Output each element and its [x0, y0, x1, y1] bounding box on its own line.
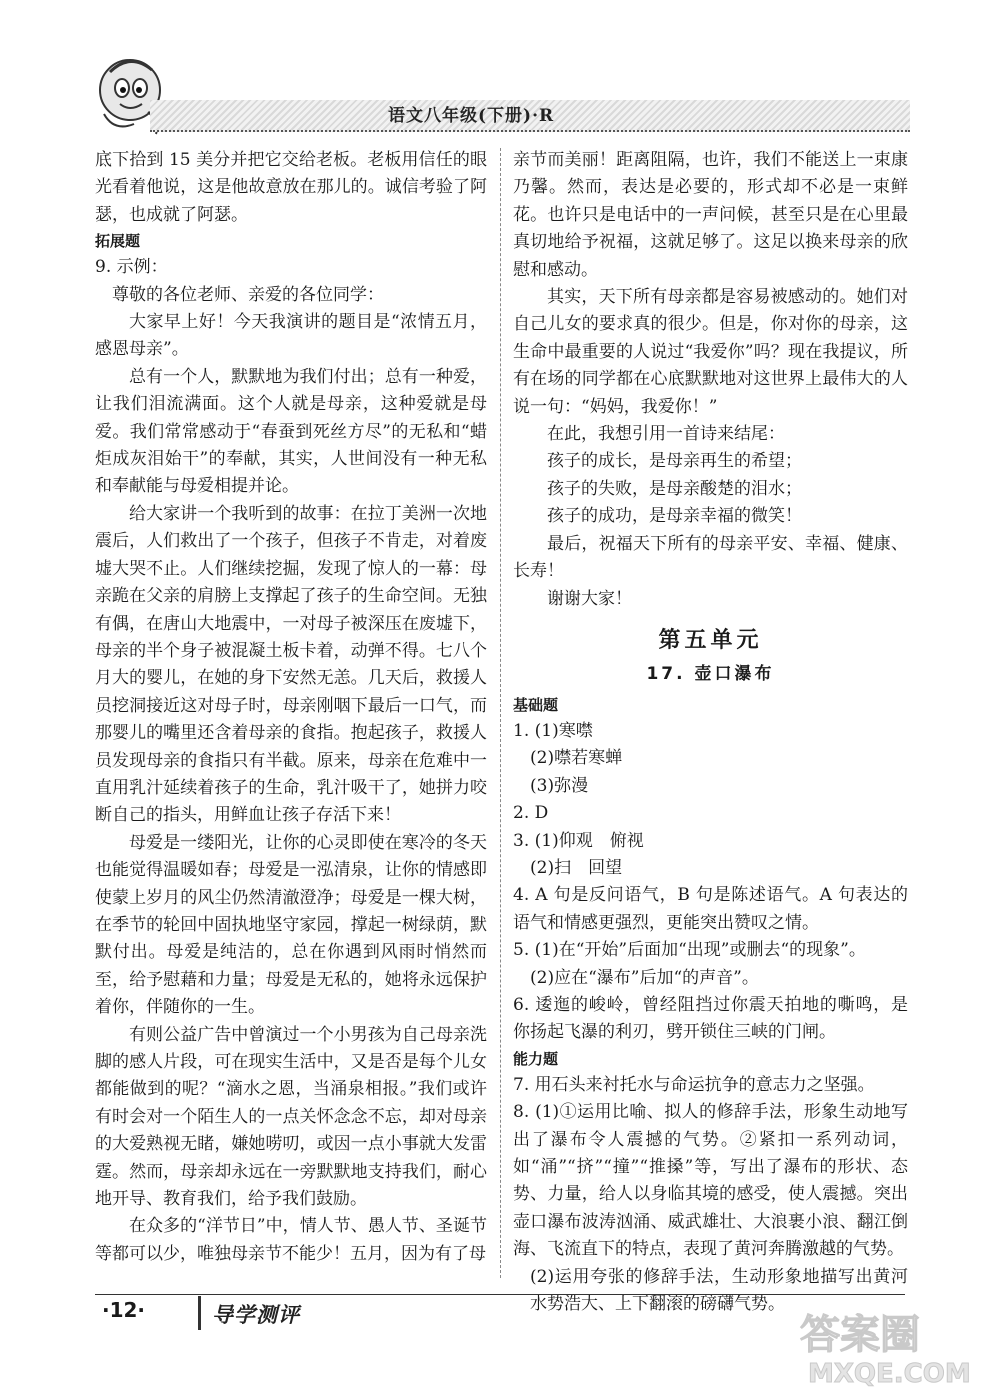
right-column — [513, 147, 908, 1318]
section-heading: 基础题 — [513, 695, 559, 714]
page-number: ·12· — [102, 1298, 146, 1322]
paragraph: 谢谢大家！ — [547, 588, 632, 609]
paragraph: (2)噤若寒蝉 — [530, 748, 623, 769]
paragraph: 8. (1)①运用比喻、拟人的修辞手法，形象生动地写出了瀑布令人震撼的气势。②紧扣一系列动词，如“涌”“挤”“撞”“推搡”等，写出了瀑布的形状、态势、力量，给人以身临其境的感受，使人震撼。突出壶口瀑布波涛汹涌、威武雄壮、大浪裹小浪、翻江倒海、飞流直下的特点，表现了黄河奔腾激越的气势。 — [513, 1102, 908, 1260]
paragraph: 孩子的成功，是母亲幸福的微笑！ — [547, 506, 802, 527]
section-heading: 能力题 — [513, 1049, 559, 1068]
paragraph: (3)弥漫 — [530, 775, 589, 796]
svg-text:MXQE.COM: MXQE.COM — [808, 1359, 971, 1388]
paragraph: 总有一个人，默默地为我们付出；总有一种爱，让我们泪流满面。这个人就是母亲，这种爱就是母爱。我们常常感动于“春蚕到死丝方尽”的无私和“蜡炬成灰泪始干”的奉献，其实，人世间没有一种无私和奉献能与母爱相提并论。 — [95, 366, 487, 497]
paragraph: 4. A 句是反问语气，B 句是陈述语气。A 句表达的语气和情感更强烈，更能突出赞叹之情。 — [513, 885, 908, 933]
paragraph: 母爱是一缕阳光，让你的心灵即使在寒冷的冬天也能觉得温暖如春；母爱是一泓清泉，让你的情感即使蒙上岁月的风尘仍然清澈澄净；母爱是一棵大树，在季节的轮回中固执地坚守家园，撑起一树绿荫，默默付出。母爱是纯洁的，总在你遇到风雨时悄然而至，给予慰藉和力量；母爱是无私的，她将永远保护着你，伴随你的一生。 — [95, 832, 487, 1018]
paragraph: 9. 示例： — [95, 257, 168, 278]
paragraph: (2)应在“瀑布”后加“的声音”。 — [530, 967, 759, 988]
paragraph: 7. 用石头来衬托水与命运抗争的意志力之坚强。 — [513, 1074, 875, 1095]
paragraph: 孩子的失败，是母亲酸楚的泪水； — [547, 478, 802, 499]
svg-text:答案圈: 答案圈 — [800, 1312, 920, 1358]
paragraph: 6. 逶迤的峻岭，曾经阻挡过你震天拍地的嘶鸣，是你扬起飞瀑的利刃，劈开锁住三峡的门闸。 — [513, 994, 908, 1043]
section-heading: 拓展题 — [95, 232, 141, 251]
footer-separator — [198, 1296, 201, 1330]
paragraph: (2)扫 回望 — [530, 857, 623, 878]
paragraph: 在此，我想引用一首诗来结尾： — [547, 424, 785, 445]
paragraph: 有则公益广告中曾演过一个小男孩为自己母亲洗脚的感人片段，可在现实生活中，又是否是每个儿女都能做到的呢？“滴水之恩，当涌泉相报。”我们或许有时会对一个陌生人的一点关怀念念不忘，却对母亲的大爱熟视无睹，嫌她唠叨，或因一点小事就大发雷霆。然而，母亲却永远在一旁默默地支持我们，耐心地开导、教育我们，给予我们鼓励。 — [95, 1024, 487, 1210]
paragraph: 大家早上好！今天我演讲的题目是“浓情五月，感恩母亲”。 — [95, 312, 487, 360]
page-header-title: 语文八年级(下册)·R — [388, 106, 555, 126]
paragraph: 1. (1)寒噤 — [513, 720, 593, 741]
watermark-logo — [790, 1300, 990, 1388]
paragraph: 5. (1)在“开始”后面加“出现”或删去“的现象”。 — [513, 940, 866, 961]
paragraph: 孩子的成长，是母亲再生的希望； — [547, 451, 802, 472]
paragraph: 最后，祝福天下所有的母亲平安、幸福、健康、长寿！ — [513, 533, 908, 582]
footer-brand: 导学测评 — [212, 1303, 300, 1327]
column-divider — [500, 148, 501, 1278]
footer-rule — [95, 1294, 905, 1295]
page-header — [0, 0, 1000, 140]
paragraph: 亲节而美丽！距离阻隔，也许，我们不能送上一束康乃馨。然而，表达是必要的，形式却不必是一束鲜花。也许只是电话中的一声问候，甚至只是在心里最真切地给予祝福，这就足够了。这足以换来母亲的欣慰和感动。 — [513, 150, 908, 280]
unit-title: 第五单元 — [658, 626, 763, 653]
paragraph: 在众多的“洋节日”中，情人节、愚人节、圣诞节等都可以少，唯独母亲节不能少！五月，因为有了母 — [95, 1216, 487, 1264]
paragraph: (2)运用夸张的修辞手法，生动形象地描写出黄河水势浩大、上下翻滚的磅礴气势。 — [530, 1266, 908, 1315]
paragraph: 3. (1)仰观 俯视 — [513, 830, 644, 851]
paragraph: 给大家讲一个我听到的故事：在拉丁美洲一次地震后，人们救出了一个孩子，但孩子不肯走，对着废墟大哭不止。人们继续挖掘，发现了惊人的一幕：母亲跪在父亲的肩膀上支撑起了孩子的生命空间。无独有偶，在唐山大地震中，一对母子被深压在废墟下，母亲的半个身子被混凝土板卡着，动弹不得。七八个月大的婴儿，在她的身下安然无恙。几天后，救援人员挖洞接近这对母子时，母亲刚咽下最后一口气，而那婴儿的嘴里还含着母亲的食指。抱起孩子，救援人员发现母亲的食指只有半截。原来，母亲在危难中一直用乳汁延续着孩子的生命，乳汁吸干了，她拼力咬断自己的指头，用鲜血让孩子存活下来！ — [95, 503, 487, 826]
paragraph: 底下拾到 15 美分并把它交给老板。老板用信任的眼光看着他说，这是他故意放在那儿的。诚信考验了阿瑟，也成就了阿瑟。 — [95, 150, 487, 225]
left-column — [95, 147, 487, 1268]
paragraph: 2. D — [513, 803, 549, 824]
lesson-title: 17. 壶口瀑布 — [646, 663, 775, 684]
paragraph: 其实，天下所有母亲都是容易被感动的。她们对自己儿女的要求真的很少。但是，你对你的母亲，这生命中最重要的人说过“我爱你”吗？现在我提议，所有在场的同学都在心底默默地对这世界上最伟大的人说一句：“妈妈，我爱你！” — [513, 287, 908, 417]
paragraph: 尊敬的各位老师、亲爱的各位同学： — [112, 284, 384, 305]
